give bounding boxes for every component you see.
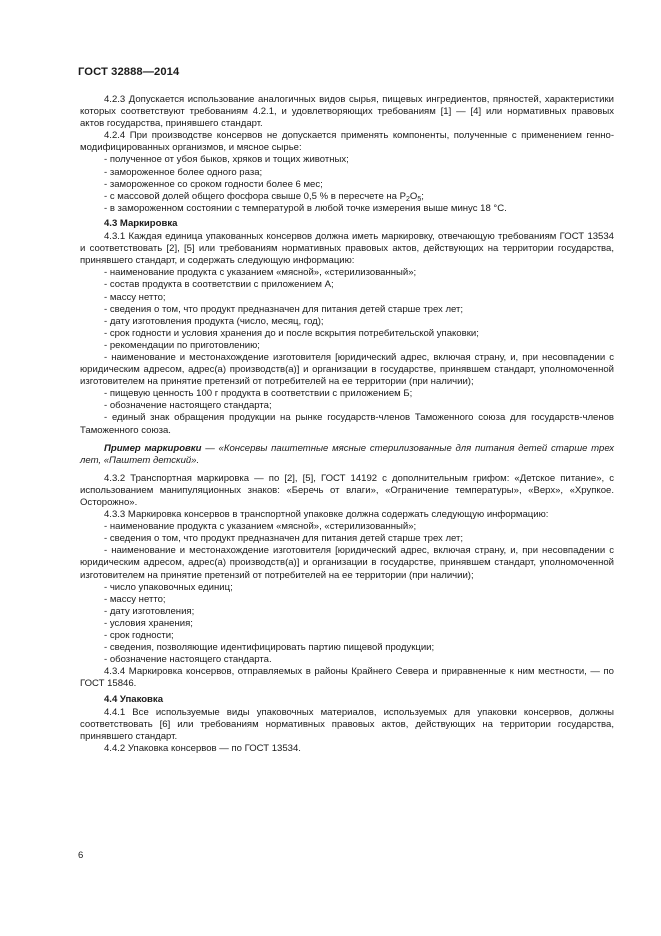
list-item: - состав продукта в соответствии с приложением А; (104, 279, 334, 291)
list-item-eac: - единый знак обращения продукции на рынке государств-членов Таможенного союза для государств-членов Таможенного союза. (80, 412, 614, 436)
list-item: - массу нетто; (104, 593, 166, 605)
list-item: - замороженное более одного раза; (104, 166, 263, 178)
list-item: - срок годности и условия хранения до и после вскрытия потребительской упаковки; (104, 327, 479, 339)
clause-4-3-1: 4.3.1 Каждая единица упакованных консервов должна иметь маркировку, отвечающую требованиям ГОСТ 13534 и соответствовать [2], [5] или требованиям нормативных правовых актов, действующих на территории государства, принявшего стандарт, и содержать следующую информацию: (80, 231, 614, 267)
section-heading-4-3: 4.3 Маркировка (104, 217, 178, 229)
list-item-manufacturer: - наименование и местонахождение изготовителя [юридический адрес, включая страну, и, при несовпадении с юридическим адресом, адрес(а) производств(а)] и организации в государстве, принявшем стандарт, уполномоченной изготовителем на принятие претензий от потребителей на ее территории (при наличии); (80, 545, 614, 581)
clause-4-3-3: 4.3.3 Маркировка консервов в транспортной упаковке должна содержать следующую информацию: (104, 509, 549, 521)
subscript: 5 (417, 195, 422, 203)
list-item: - в замороженном состоянии с температурой в любой точке измерения выше минус 18 °С. (104, 202, 507, 214)
clause-4-4-1: 4.4.1 Все используемые виды упаковочных материалов, используемых для упаковки консервов, должны соответствовать [6] или требованиям нормативных правовых актов, действующих на территории государства, принявшего стандарт. (80, 706, 614, 742)
list-item: - дату изготовления; (104, 605, 195, 617)
example-label: Пример маркировки (104, 442, 202, 454)
phosphorus-oxygen: О (409, 190, 418, 202)
subscript: 2 (406, 195, 410, 203)
document-body (80, 94, 614, 755)
list-item: - сведения о том, что продукт предназначен для питания детей старше трех лет; (104, 303, 464, 315)
phosphorus-text: - с массовой долей общего фосфора свыше 0,5 % в пересчете на Р (104, 190, 407, 202)
list-item: - дату изготовления продукта (число, месяц, год); (104, 315, 324, 327)
list-item: - число упаковочных единиц; (104, 581, 233, 593)
clause-4-3-4: 4.3.4 Маркировка консервов, отправляемых в районы Крайнего Севера и приравненные к ним местности, — по ГОСТ 15846. (80, 666, 614, 690)
list-item: - условия хранения; (104, 617, 193, 629)
list-item: - сведения о том, что продукт предназначен для питания детей старше трех лет; (104, 533, 464, 545)
clause-4-4-2: 4.4.2 Упаковка консервов — по ГОСТ 13534. (104, 742, 301, 754)
list-item: - наименование продукта с указанием «мясной», «стерилизованный»; (104, 521, 417, 533)
list-item: - массу нетто; (104, 291, 166, 303)
standard-header: ГОСТ 32888—2014 (78, 66, 180, 78)
marking-example (80, 443, 614, 467)
list-item: - срок годности; (104, 630, 174, 642)
list-item: - обозначение настоящего стандарта; (104, 400, 272, 412)
phosphorus-end: ; (421, 190, 424, 202)
section-heading-4-4: 4.4 Упаковка (104, 693, 164, 705)
list-item: - рекомендации по приготовлению; (104, 339, 260, 351)
list-item: - полученное от убоя быков, хряков и тощих животных; (104, 154, 349, 166)
page-number: 6 (78, 850, 84, 861)
example-text: — «Консервы паштетные мясные стерилизованные для питания детей старше трех лет, «Паштет детский». (80, 442, 615, 466)
list-item-manufacturer: - наименование и местонахождение изготовителя [юридический адрес, включая страну, и, при несовпадении с юридическим адресом, адрес(а) производств(а)] и организации в государстве, принявшем стандарт, уполномоченной изготовителем на принятие претензий от потребителей на ее территории (при наличии); (80, 351, 614, 388)
clause-4-3-2: 4.3.2 Транспортная маркировка — по [2], [5], ГОСТ 14192 с дополнительным грифом: «Детское питание», с использованием манипуляционных знаков: «Беречь от влаги», «Ограничение температуры», «Верх», «Хрупкое. Осторожно». (80, 472, 614, 508)
list-item: - обозначение настоящего стандарта. (104, 654, 272, 666)
list-item: - наименование продукта с указанием «мясной», «стерилизованный»; (104, 267, 417, 279)
clause-4-2-3: 4.2.3 Допускается использование аналогичных видов сырья, пищевых ингредиентов, пряностей, характеристики которых соответствуют требованиям 4.2.1, и удовлетворяющих требованиям [1] — [4] или нормативных правовых актов государства, принявшего стандарт. (80, 94, 614, 130)
list-item: - замороженное со сроком годности более 6 мес; (104, 178, 323, 190)
clause-4-2-4: 4.2.4 При производстве консервов не допускается применять компоненты, полученные с применением генно-модифицированных организмов, и мясное сырье: (80, 130, 614, 154)
list-item: - сведения, позволяющие идентифицировать партию пищевой продукции; (104, 642, 435, 654)
list-item-phosphorus (80, 191, 614, 203)
list-item: - пищевую ценность 100 г продукта в соответствии с приложением Б; (104, 388, 413, 400)
